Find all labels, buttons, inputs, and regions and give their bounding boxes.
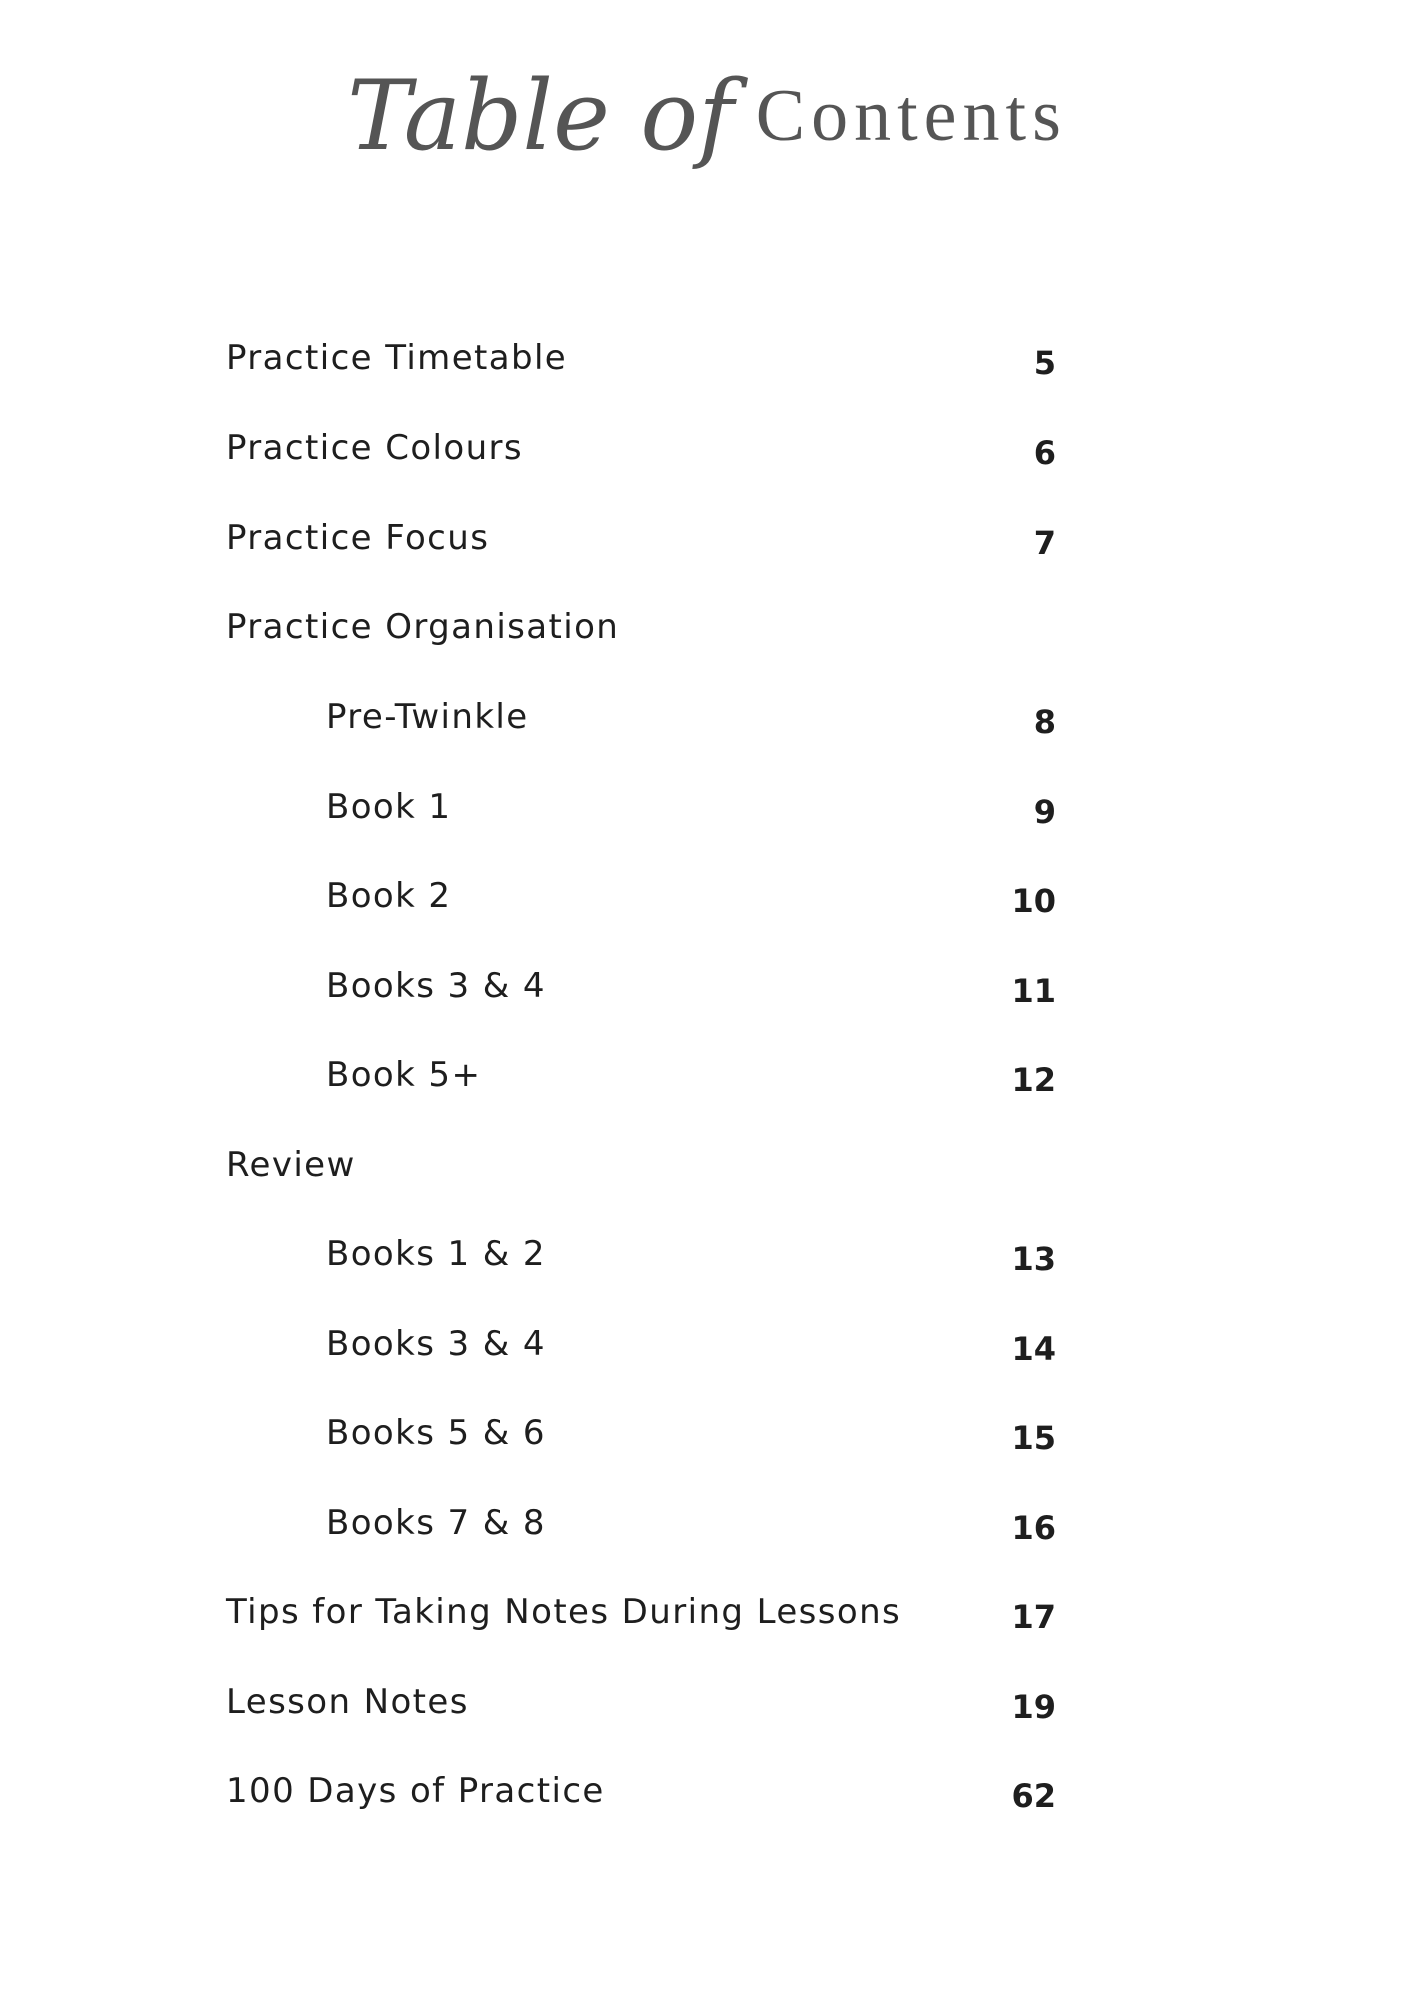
toc-entry-page: 62 xyxy=(1011,1777,1056,1815)
toc-entry-page: 7 xyxy=(1033,524,1056,562)
toc-section-label: Practice Organisation xyxy=(226,607,620,647)
toc-entry-label: Book 2 xyxy=(326,876,452,916)
toc-entry-page: 17 xyxy=(1011,1598,1056,1636)
toc-entry-page: 19 xyxy=(1011,1688,1056,1726)
toc-entry-label: Practice Colours xyxy=(226,428,524,468)
toc-entry-page: 10 xyxy=(1011,882,1056,920)
toc-entry-page: 13 xyxy=(1011,1240,1056,1278)
toc-entry[interactable] xyxy=(226,1682,1056,1742)
toc-subentry[interactable] xyxy=(226,787,1056,847)
toc-subentry[interactable] xyxy=(226,1503,1056,1563)
toc-subentry[interactable] xyxy=(226,1055,1056,1115)
toc-entry-label: Book 5+ xyxy=(326,1055,482,1095)
toc-entry-page: 15 xyxy=(1011,1419,1056,1457)
title-script-text: Table of xyxy=(347,60,734,172)
toc-entry-page: 6 xyxy=(1033,434,1056,472)
toc-subentry[interactable] xyxy=(226,1324,1056,1384)
toc-entry[interactable] xyxy=(226,338,1056,398)
toc-entry-label: Books 7 & 8 xyxy=(326,1503,546,1543)
toc-section-label: Review xyxy=(226,1145,356,1185)
toc-subentry[interactable] xyxy=(226,966,1056,1026)
toc-entry-page: 14 xyxy=(1011,1330,1056,1368)
toc-entry-page: 11 xyxy=(1011,972,1056,1010)
toc-entry-label: Practice Timetable xyxy=(226,338,568,378)
toc-entry[interactable] xyxy=(226,1771,1056,1831)
toc-entry-page: 12 xyxy=(1011,1061,1056,1099)
toc-entry[interactable] xyxy=(226,428,1056,488)
toc-entry-page: 5 xyxy=(1033,344,1056,382)
toc-section-heading xyxy=(226,607,1056,667)
toc-entry-label: Practice Focus xyxy=(226,518,490,558)
toc-entry-page: 9 xyxy=(1033,793,1056,831)
toc-entry-label: 100 Days of Practice xyxy=(226,1771,605,1811)
title-serif-text: Contents xyxy=(755,74,1067,157)
toc-entry-label: Books 3 & 4 xyxy=(326,1324,546,1364)
toc-subentry[interactable] xyxy=(226,697,1056,757)
toc-entry-label: Pre-Twinkle xyxy=(326,697,529,737)
toc-entry-label: Lesson Notes xyxy=(226,1682,469,1722)
toc-entry-label: Books 3 & 4 xyxy=(326,966,546,1006)
toc-subentry[interactable] xyxy=(226,876,1056,936)
toc-entry-label: Tips for Taking Notes During Lessons xyxy=(226,1592,902,1632)
toc-subentry[interactable] xyxy=(226,1413,1056,1473)
toc-section-heading xyxy=(226,1145,1056,1205)
toc-entry-label: Books 5 & 6 xyxy=(326,1413,546,1453)
toc-entry-page: 8 xyxy=(1033,703,1056,741)
toc-subentry[interactable] xyxy=(226,1234,1056,1294)
toc-entry[interactable] xyxy=(226,1592,1056,1652)
toc-entry-label: Books 1 & 2 xyxy=(326,1234,546,1274)
toc-entry-label: Book 1 xyxy=(326,787,452,827)
toc-entry[interactable] xyxy=(226,518,1056,578)
toc-entry-page: 16 xyxy=(1011,1509,1056,1547)
